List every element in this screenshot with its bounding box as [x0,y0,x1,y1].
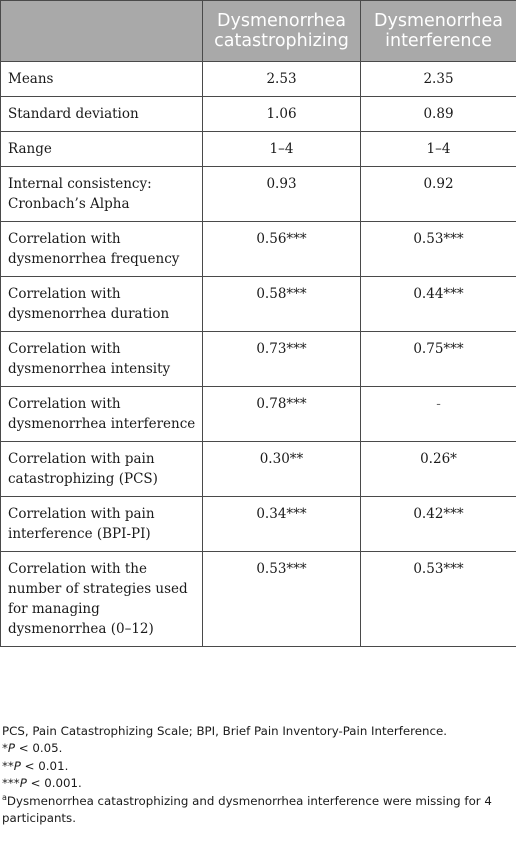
footnote-superscript-a: a [2,792,7,802]
catastrophizing-value: 1.06 [203,97,361,132]
row-label: Standard deviation [1,97,203,132]
row-label: Correlation with dysmenorrhea duration [1,277,203,332]
catastrophizing-value: 0.78*** [203,387,361,442]
interference-value: 0.75*** [361,332,516,387]
interference-value: 0.53*** [361,552,516,647]
significance-note-01 [2,758,514,775]
row-label: Correlation with dysmenorrhea frequency [1,222,203,277]
table-row [1,497,516,552]
row-label: Internal consistency: Cronbach’s Alpha [1,167,203,222]
column-header-interference: Dysmenorrhea interference [361,1,516,62]
footnote-threshold: < 0.05. [15,741,63,756]
catastrophizing-value: 0.58*** [203,277,361,332]
row-label: Correlation with pain interference (BPI-PI) [1,497,203,552]
table-row [1,277,516,332]
row-label: Correlation with dysmenorrhea intensity [1,332,203,387]
missing-data-note [2,793,514,828]
table-row [1,442,516,497]
footnote-p-symbol: P [7,741,16,756]
footnote-p-symbol: P [13,758,21,773]
footnote-stars: ** [2,758,14,773]
interference-value: 0.44*** [361,277,516,332]
catastrophizing-value: 2.53 [203,62,361,97]
footnote-threshold: < 0.01. [20,758,69,773]
row-label: Correlation with dysmenorrhea interference [1,387,203,442]
table-header-row [1,1,516,62]
row-label: Range [1,132,203,167]
footnote-threshold: < 0.001. [26,776,82,791]
interference-value: 0.42*** [361,497,516,552]
header-blank-cell [1,1,203,62]
column-header-catastrophizing: Dysmenorrhea catastrophizing [203,1,361,62]
interference-value: 0.26* [361,442,516,497]
footnote-stars: * [2,741,8,756]
interference-value: 0.92 [361,167,516,222]
row-label: Correlation with the number of strategies used for managing dysmenorrhea (0–12) [1,552,203,647]
significance-note-001 [2,775,514,792]
abbreviations-note: PCS, Pain Catastrophizing Scale; BPI, Brief Pain Inventory-Pain Interference. [2,724,447,738]
interference-value: 1–4 [361,132,516,167]
table-footnotes [2,723,514,827]
row-label: Correlation with pain catastrophizing (PCS) [1,442,203,497]
catastrophizing-value: 0.34*** [203,497,361,552]
interference-value: 0.89 [361,97,516,132]
significance-note-05 [2,740,514,757]
footnote-p-symbol: P [19,776,27,791]
catastrophizing-value: 0.73*** [203,332,361,387]
table-row [1,167,516,222]
table-row [1,387,516,442]
catastrophizing-value: 0.53*** [203,552,361,647]
table-row [1,62,516,97]
table-row [1,552,516,647]
catastrophizing-value: 0.56*** [203,222,361,277]
missing-data-text: Dysmenorrhea catastrophizing and dysmenorrhea interference were missing for 4 participants. [2,793,492,826]
catastrophizing-value: 1–4 [203,132,361,167]
table-row [1,332,516,387]
interference-value: - [361,387,516,442]
table-row [1,132,516,167]
table-row [1,97,516,132]
catastrophizing-value: 0.30** [203,442,361,497]
interference-value: 2.35 [361,62,516,97]
footnote-stars: *** [2,776,20,791]
row-label: Means [1,62,203,97]
table-row [1,222,516,277]
interference-value: 0.53*** [361,222,516,277]
catastrophizing-value: 0.93 [203,167,361,222]
